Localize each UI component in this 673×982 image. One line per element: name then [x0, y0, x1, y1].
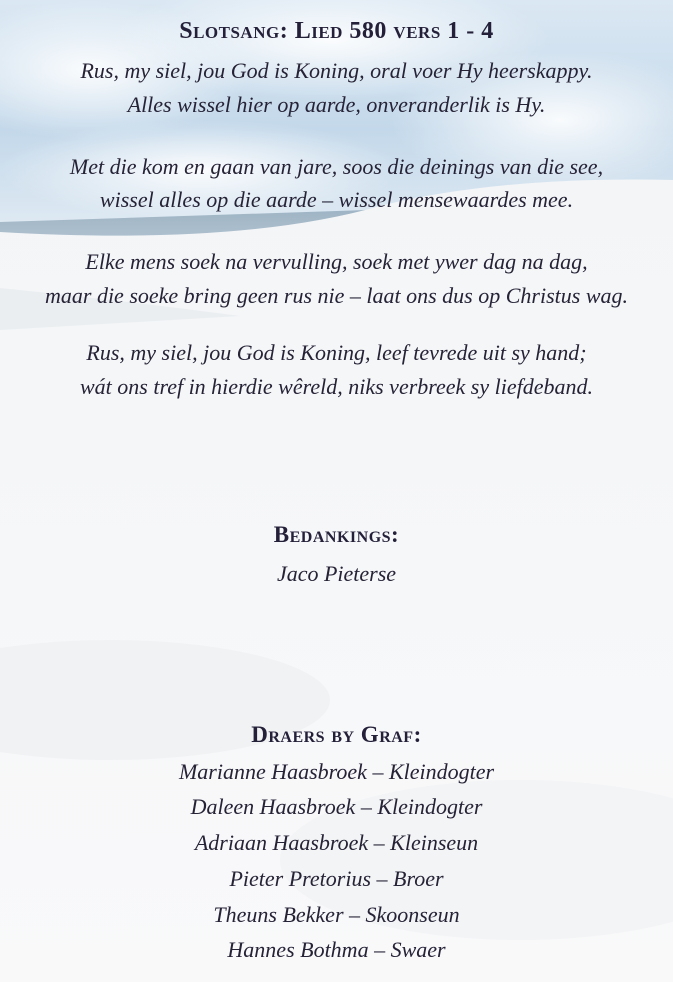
- hymn-verse-4-line-2: wát ons tref in hierdie wêreld, niks verbreek sy liefdeband.: [79, 374, 593, 399]
- pallbearer-1: Marianne Haasbroek – Kleindogter: [178, 759, 495, 784]
- closing-hymn-title: Slotsang: Lied 580 vers 1 - 4: [179, 18, 494, 44]
- pallbearer-4: Pieter Pretorius – Broer: [229, 866, 444, 891]
- hymn-verse-3-line-2: maar die soeke bring geen rus nie – laat ons dus op Christus wag.: [45, 283, 628, 308]
- pallbearer-5: Theuns Bekker – Skoonseun: [213, 902, 460, 927]
- pallbearer-6: Hannes Bothma – Swaer: [227, 937, 446, 962]
- hymn-verse-1-line-2: Alles wissel hier op aarde, onveranderlik is Hy.: [127, 92, 546, 117]
- pallbearer-2: Daleen Haasbroek – Kleindogter: [190, 794, 483, 819]
- thanks-title: Bedankings:: [273, 522, 400, 547]
- hymn-verse-1-line-1: Rus, my siel, jou God is Koning, oral voer Hy heerskappy.: [80, 58, 593, 83]
- hymn-verse-3-line-1: Elke mens soek na vervulling, soek met ywer dag na dag,: [85, 249, 588, 274]
- hymn-verse-2-line-1: Met die kom en gaan van jare, soos die deinings van die see,: [69, 154, 604, 179]
- pallbearer-3: Adriaan Haasbroek – Kleinseun: [194, 830, 479, 855]
- thanks-name: Jaco Pieterse: [276, 561, 397, 586]
- pallbearers-title: Draers by Graf:: [251, 722, 422, 747]
- hymn-verse-2-line-2: wissel alles op die aarde – wissel mensewaardes mee.: [99, 187, 574, 212]
- hymn-verse-4-line-1: Rus, my siel, jou God is Koning, leef tevrede uit sy hand;: [86, 340, 587, 365]
